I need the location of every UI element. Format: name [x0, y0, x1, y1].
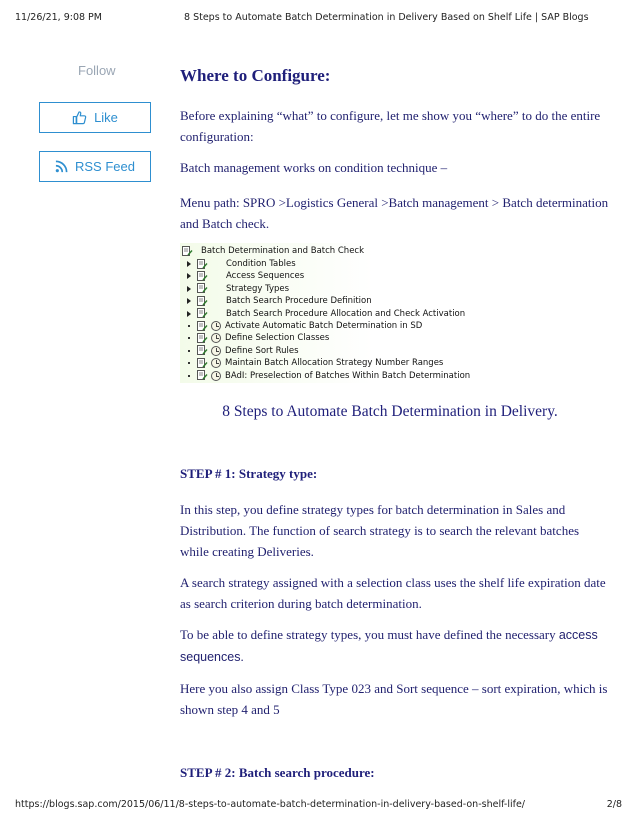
document-edit-icon	[197, 308, 208, 319]
condition-technique-paragraph: Batch management works on condition technique –	[180, 160, 448, 175]
rss-feed-label: RSS Feed	[75, 159, 135, 174]
step-1-paragraph-2: A search strategy assigned with a selection class uses the shelf life expiration date as search criterion during batch determination.	[180, 575, 606, 611]
clock-icon	[211, 321, 221, 331]
document-edit-icon	[197, 283, 208, 294]
menu-path-paragraph: Menu path: SPRO >Logistics General >Batch management > Batch determination and Batch check.	[180, 195, 609, 231]
bullet-icon	[188, 337, 190, 339]
sap-tree-item[interactable]	[187, 258, 296, 270]
clock-icon	[211, 333, 221, 343]
expand-arrow-icon[interactable]	[187, 261, 191, 267]
clock-icon	[211, 358, 221, 368]
clock-icon	[211, 346, 221, 356]
expand-arrow-icon[interactable]	[187, 311, 191, 317]
document-edit-icon	[197, 333, 208, 344]
step-1-paragraph-3	[180, 624, 610, 668]
sap-tree-item-label: Batch Search Procedure Allocation and Check Activation	[226, 308, 466, 319]
step-2-heading: STEP # 2: Batch search procedure:	[180, 765, 375, 780]
step-1-paragraph-4: Here you also assign Class Type 023 and Sort sequence – sort expiration, which is shown step 4 and 5	[180, 681, 608, 717]
sap-tree-item-label: Maintain Batch Allocation Strategy Number Ranges	[225, 358, 444, 369]
sap-tree-item-label: Condition Tables	[226, 259, 296, 269]
sap-tree-item[interactable]	[187, 332, 329, 344]
step-1-heading: STEP # 1: Strategy type:	[180, 466, 318, 481]
sap-tree-item[interactable]	[187, 308, 465, 320]
document-edit-icon	[197, 358, 208, 369]
intro-paragraph: Before explaining “what” to configure, let me show you “where” to do the entire configuration:	[180, 108, 601, 144]
bullet-icon	[188, 325, 190, 327]
rss-feed-button[interactable]	[39, 151, 151, 182]
bullet-icon	[188, 350, 190, 352]
sap-tree-item-label: Strategy Types	[226, 283, 290, 294]
sap-tree-root	[182, 245, 364, 257]
thumbs-up-icon	[72, 110, 87, 125]
document-edit-icon	[197, 271, 208, 282]
where-to-configure-heading: Where to Configure:	[180, 66, 331, 85]
sap-tree-item[interactable]	[187, 357, 443, 369]
document-edit-icon	[197, 259, 208, 270]
sap-tree-item-label: Define Selection Classes	[225, 333, 330, 344]
sap-tree-item[interactable]	[187, 283, 289, 295]
rss-icon	[55, 160, 68, 173]
expand-arrow-icon[interactable]	[187, 273, 191, 279]
like-label: Like	[94, 110, 118, 125]
print-footer-url: https://blogs.sap.com/2015/06/11/8-steps-to-automate-batch-determination-in-delivery-based-on-shelf-life/	[15, 799, 526, 810]
expand-arrow-icon[interactable]	[187, 286, 191, 292]
follow-label: Follow	[78, 63, 116, 78]
step-1-paragraph-1: In this step, you define strategy types for batch determination in Sales and Distribution. The function of search strategy is to search the relevant batches while creating Deliveries.	[180, 502, 580, 559]
document-edit-icon	[197, 370, 208, 381]
sap-tree-root-label: Batch Determination and Batch Check	[201, 246, 365, 256]
sap-tree-item-label: Access Sequences	[226, 271, 305, 282]
sap-tree-item[interactable]	[187, 345, 299, 357]
sap-tree-item-label: Batch Search Procedure Definition	[226, 296, 372, 307]
document-edit-icon	[197, 321, 208, 332]
print-header-title: 8 Steps to Automate Batch Determination in Delivery Based on Shelf Life | SAP Blogs	[184, 12, 589, 23]
step-1-p3-text: To be able to define strategy types, you must have defined the necessary	[180, 627, 559, 642]
step-1-p3-end: .	[240, 649, 244, 664]
print-footer-page: 2/8	[606, 799, 622, 810]
document-edit-icon	[182, 246, 193, 257]
sap-tree-item-label: BAdI: Preselection of Batches Within Batch Determination	[225, 370, 471, 381]
sap-img-tree-screenshot	[180, 243, 609, 383]
sap-tree-item[interactable]	[187, 270, 304, 282]
document-edit-icon	[197, 345, 208, 356]
expand-arrow-icon[interactable]	[187, 298, 191, 304]
sap-tree-item-label: Activate Automatic Batch Determination in SD	[225, 321, 423, 331]
sap-tree-item[interactable]	[187, 370, 470, 382]
sap-tree-item-label: Define Sort Rules	[225, 345, 299, 356]
sap-tree-item[interactable]	[187, 320, 422, 332]
like-button[interactable]	[39, 102, 151, 133]
bullet-icon	[188, 362, 190, 364]
eight-steps-title: 8 Steps to Automate Batch Determination in Delivery.	[222, 403, 558, 420]
document-edit-icon	[197, 296, 208, 307]
sap-tree-item[interactable]	[187, 295, 372, 307]
print-header-datetime: 11/26/21, 9:08 PM	[15, 12, 102, 23]
bullet-icon	[188, 375, 190, 377]
access-sequences-link[interactable]: access sequences	[180, 628, 598, 664]
clock-icon	[211, 371, 221, 381]
